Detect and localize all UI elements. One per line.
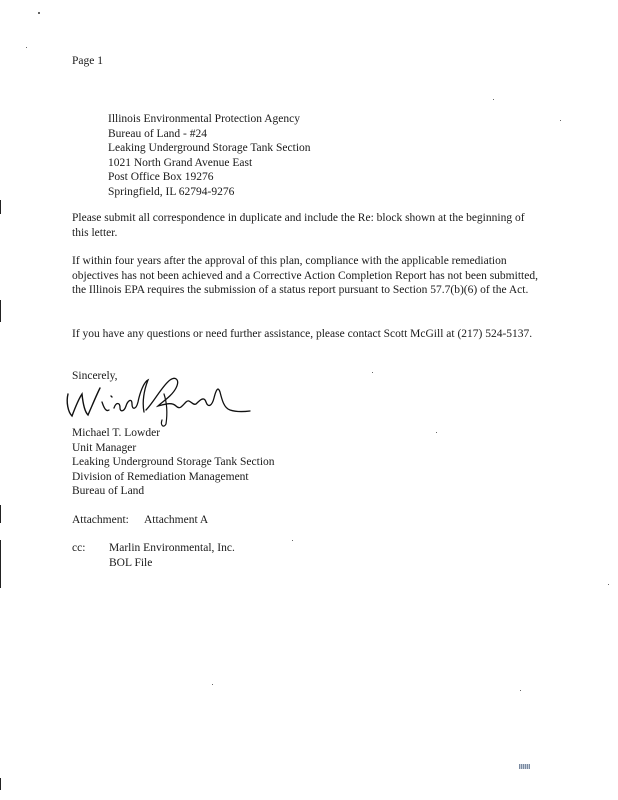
scan-edge-mark [0, 778, 1, 790]
handwritten-signature [62, 372, 252, 430]
scan-speck [608, 584, 609, 585]
address-line: 1021 North Grand Avenue East [108, 156, 253, 169]
address-line: Leaking Underground Storage Tank Section [108, 142, 311, 155]
signer-name: Michael T. Lowder [72, 427, 161, 439]
cc-label: cc: [72, 542, 86, 554]
cc-block [72, 541, 235, 570]
scan-speck [212, 684, 213, 685]
page-number: Page 1 [72, 55, 103, 67]
address-line: Bureau of Land - #24 [108, 127, 207, 140]
address-line: Illinois Environmental Protection Agency [108, 113, 300, 125]
paragraph-status-report: If within four years after the approval of this plan, compliance with the applicable remediation objectives has not been achieved and a Corrective Action Completion Report has not been submitted, the Illinois EPA requires the submission of a status report pursuant to Section 57.7(b)(6) of the Act. [72, 255, 538, 297]
scan-speck [493, 99, 494, 100]
signer-bureau: Bureau of Land [72, 485, 145, 498]
closing: Sincerely, [72, 370, 118, 382]
scan-edge-mark [0, 200, 1, 214]
scan-speck [520, 690, 521, 691]
scan-stamp [519, 764, 530, 769]
address-line: Post Office Box 19276 [108, 171, 214, 184]
signer-block [72, 426, 275, 499]
address-line: Springfield, IL 62794-9276 [108, 185, 235, 198]
attachment-label: Attachment: [72, 514, 129, 526]
scan-edge-mark [0, 505, 1, 523]
scan-speck [436, 432, 437, 433]
cc-recipient: Marlin Environmental, Inc. [109, 542, 235, 554]
signer-title: Unit Manager [72, 441, 137, 454]
scan-speck [560, 120, 561, 121]
paragraph-contact: If you have any questions or need further assistance, please contact Scott McGill at (217) 524-5137. [72, 328, 533, 340]
cc-recipient: BOL File [109, 556, 153, 569]
attachment-line [72, 513, 208, 528]
scan-speck [38, 12, 40, 14]
address-block [108, 112, 311, 200]
scan-speck [26, 47, 27, 48]
scan-edge-mark [0, 300, 1, 322]
paragraph-correspondence: Please submit all correspondence in duplicate and include the Re: block shown at the beginning of this letter. [72, 212, 525, 239]
signer-section: Leaking Underground Storage Tank Section [72, 456, 275, 469]
attachment-value: Attachment A [144, 514, 209, 526]
signer-division: Division of Remediation Management [72, 470, 249, 483]
scan-speck [292, 540, 293, 541]
scan-speck [372, 372, 373, 373]
scan-edge-mark [0, 540, 1, 588]
